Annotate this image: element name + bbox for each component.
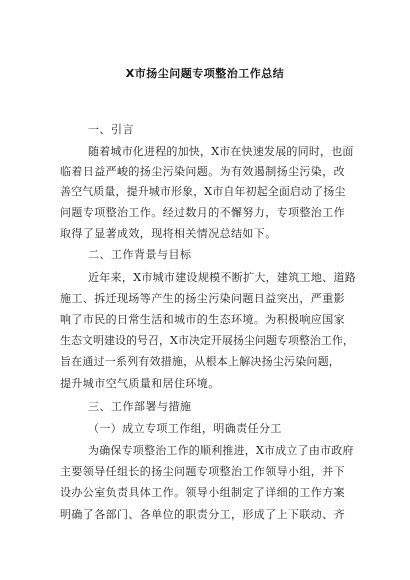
paragraph-line: 近年来，X市城市建设规模不断扩大，建筑工地、道路 bbox=[88, 271, 357, 284]
paragraph-line: 响了市民的日常生活和城市的生态环境。为积极响应国家 bbox=[60, 313, 345, 326]
paragraph-line: 主要领导任组长的扬尘问题专项整治工作领导小组，并下 bbox=[60, 465, 345, 478]
paragraph-line: 生态文明建设的号召，X市决定开展扬尘问题专项整治工作， bbox=[60, 334, 354, 347]
paragraph-line: 为确保专项整治工作的顺利推进，X市成立了由市政府 bbox=[88, 444, 354, 457]
paragraph-line: 随着城市化进程的加快，X市在快速发展的同时，也面 bbox=[88, 145, 354, 158]
subsection-heading: （一）成立专项工作组，明确责任分工 bbox=[88, 422, 282, 435]
section-heading: 二、工作背景与目标 bbox=[88, 248, 192, 261]
paragraph-line: 旨在通过一系列有效措施，从根本上解决扬尘污染问题， bbox=[60, 355, 340, 368]
section-heading: 一、引言 bbox=[88, 123, 134, 136]
paragraph-line: 临着日益严峻的扬尘污染问题。为有效遏制扬尘污染，改 bbox=[60, 165, 345, 178]
paragraph-line: 设办公室负责具体工作。领导小组制定了详细的工作方案 bbox=[60, 486, 345, 499]
paragraph-line: 提升城市空气质量和居住环境。 bbox=[60, 377, 220, 390]
paragraph-line: 明确了各部门、各单位的职责分工，形成了上下联动、齐 bbox=[60, 508, 345, 521]
document-title: X市扬尘问题专项整治工作总结 bbox=[125, 67, 285, 80]
paragraph-line: 善空气质量，提升城市形象，X市自年初起全面启动了扬尘 bbox=[60, 185, 346, 198]
paragraph-line: 施工、拆迁现场等产生的扬尘污染问题日益突出，严重影 bbox=[60, 292, 345, 305]
paragraph-line: 问题专项整治工作。经过数月的不懈努力，专项整治工作 bbox=[60, 206, 345, 219]
section-heading: 三、工作部署与措施 bbox=[88, 400, 192, 413]
paragraph-line: 取得了显著成效，现将相关情况总结如下。 bbox=[60, 227, 277, 240]
